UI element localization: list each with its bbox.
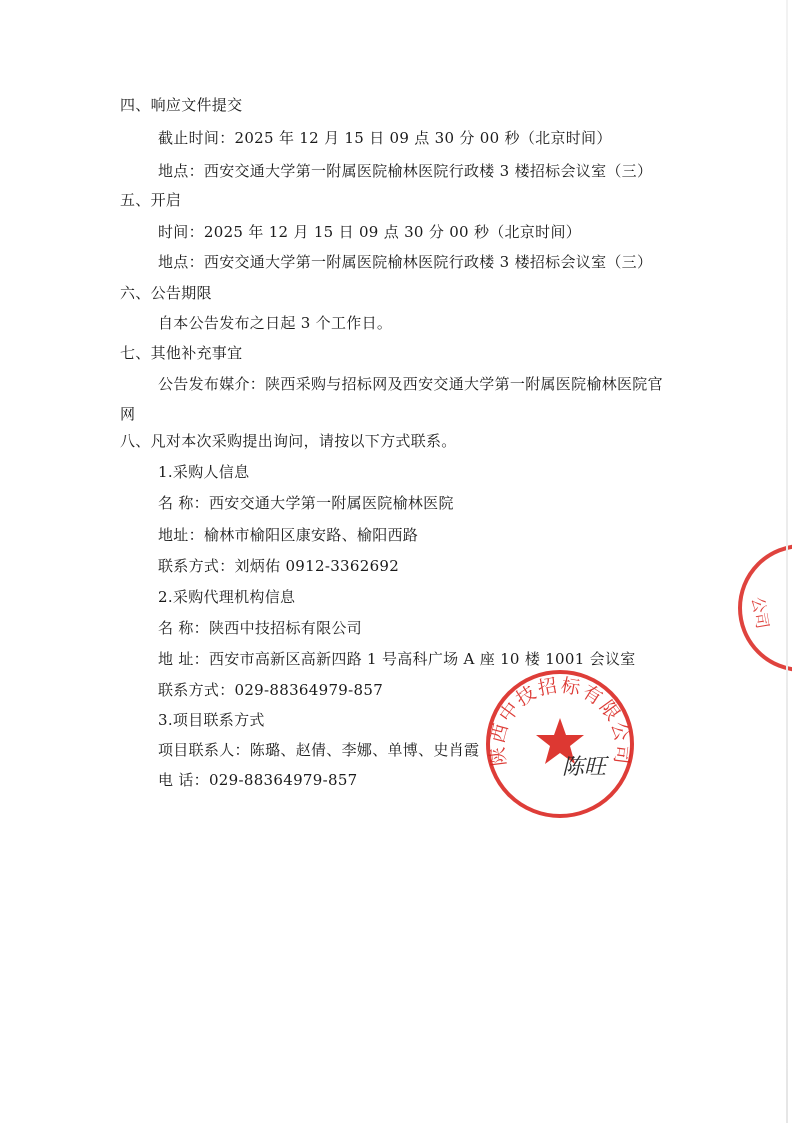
section-7-body-line1: 公告发布媒介：陕西采购与招标网及西安交通大学第一附属医院榆林医院官 [158, 375, 663, 393]
seal-fragment-text: 公司 [748, 595, 773, 631]
project-phone: 电 话：029-88364979-857 [158, 771, 358, 789]
company-seal-stamp [484, 668, 636, 820]
agency-name: 名 称：陕西中技招标有限公司 [158, 619, 362, 637]
scan-edge-line [786, 0, 788, 1123]
agency-title: 2.采购代理机构信息 [158, 588, 296, 606]
signature-text: 陈旺 [562, 755, 607, 780]
section-4-heading: 四、响应文件提交 [120, 96, 243, 114]
section-5-time: 时间：2025 年 12 月 15 日 09 点 30 分 00 秒（北京时间） [158, 223, 582, 241]
purchaser-address: 地址：榆林市榆阳区康安路、榆阳西路 [158, 526, 419, 544]
section-8-heading: 八、凡对本次采购提出询问，请按以下方式联系。 [120, 432, 457, 450]
cross-page-seal-fragment [712, 538, 792, 678]
purchaser-title: 1.采购人信息 [158, 463, 250, 481]
purchaser-name: 名 称：西安交通大学第一附属医院榆林医院 [158, 494, 454, 512]
section-7-heading: 七、其他补充事宜 [120, 344, 243, 362]
agency-contact: 联系方式：029-88364979-857 [158, 681, 384, 699]
agency-address: 地 址：西安市高新区高新四路 1 号高科广场 A 座 10 楼 1001 会议室 [158, 650, 636, 668]
handwritten-signature [560, 748, 620, 782]
section-4-location: 地点：西安交通大学第一附属医院榆林医院行政楼 3 楼招标会议室（三） [158, 162, 653, 180]
section-6-body: 自本公告发布之日起 3 个工作日。 [158, 314, 393, 332]
seal-text: 陕西中技招标有限公司 [486, 674, 634, 768]
purchaser-contact: 联系方式：刘炳佑 0912-3362692 [158, 557, 400, 575]
project-title: 3.项目联系方式 [158, 711, 265, 729]
section-7-body-line2: 网 [120, 405, 136, 423]
section-6-heading: 六、公告期限 [120, 284, 212, 302]
section-5-heading: 五、开启 [120, 191, 182, 209]
section-5-location: 地点：西安交通大学第一附属医院榆林医院行政楼 3 楼招标会议室（三） [158, 253, 653, 271]
project-people: 项目联系人：陈璐、赵倩、李娜、单博、史肖霞 [158, 741, 480, 759]
section-4-deadline: 截止时间：2025 年 12 月 15 日 09 点 30 分 00 秒（北京时间） [158, 129, 612, 147]
